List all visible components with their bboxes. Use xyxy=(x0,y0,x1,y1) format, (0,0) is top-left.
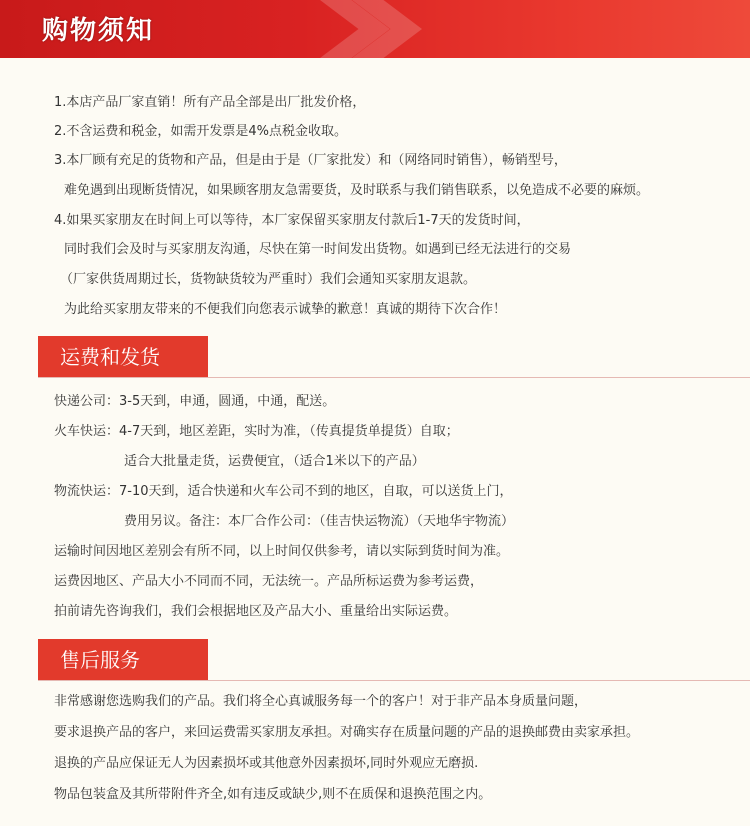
notice-line: 4.如果买家朋友在时间上可以等待，本厂家保留买家朋友付款后1-7天的发货时间， xyxy=(54,213,530,228)
shipping-line: 快递公司：3-5天到，申通，圆通，中通，配送。 xyxy=(54,394,336,409)
aftersales-line: 要求退换产品的客户，来回运费需买家朋友承担。对确实存在质量问题的产品的退换邮费由卖家承担。 xyxy=(54,725,640,740)
shipping-line: 费用另议。备注：本厂合作公司：（佳吉快运物流）（天地华宇物流） xyxy=(124,514,515,529)
aftersales-line: 物品包装盒及其所带附件齐全,如有违反或缺少,则不在质保和退换范围之内。 xyxy=(54,787,492,802)
shipping-line: 拍前请先咨询我们，我们会根据地区及产品大小、重量给出实际运费。 xyxy=(54,604,458,619)
shipping-line: 物流快运：7-10天到，适合快递和火车公司不到的地区，自取，可以送货上门， xyxy=(54,484,513,499)
notice-line: 难免遇到出现断货情况，如果顾客朋友急需要货，及时联系与我们销售联系，以免造成不必要的麻烦。 xyxy=(64,183,650,198)
shipping-line: 运输时间因地区差别会有所不同，以上时间仅供参考，请以实际到货时间为准。 xyxy=(54,544,510,559)
shipping-line: 运费因地区、产品大小不同而不同，无法统一。产品所标运费为参考运费， xyxy=(54,574,484,589)
notice-line: 同时我们会及时与买家朋友沟通，尽快在第一时间发出货物。如遇到已经无法进行的交易 xyxy=(64,242,572,257)
shipping-section-header xyxy=(38,336,208,378)
top-banner xyxy=(0,0,750,58)
notice-line: （厂家供货周期过长，货物缺货较为严重时）我们会通知买家朋友退款。 xyxy=(60,272,477,287)
section-divider xyxy=(38,680,750,681)
notice-line: 2.不含运费和税金，如需开发票是4%点税金收取。 xyxy=(54,124,348,139)
notice-line: 1.本店产品厂家直销！所有产品全部是出厂批发价格， xyxy=(54,95,366,110)
aftersales-line: 非常感谢您选购我们的产品。我们将全心真诚服务每一个的客户！对于非产品本身质量问题， xyxy=(54,694,588,709)
aftersales-section-header xyxy=(38,639,208,681)
aftersales-section-title: 售后服务 xyxy=(60,648,140,672)
section-divider xyxy=(38,377,750,378)
shipping-line: 火车快运：4-7天到，地区差距，实时为准，（传真提货单提货）自取； xyxy=(54,424,459,439)
aftersales-line: 退换的产品应保证无人为因素损坏或其他意外因素损坏,同时外观应无磨损. xyxy=(54,756,479,771)
notice-line: 为此给买家朋友带来的不便我们向您表示诚挚的歉意！真诚的期待下次合作！ xyxy=(64,302,507,317)
page-title: 购物须知 xyxy=(42,16,155,46)
shipping-section-title: 运费和发货 xyxy=(60,345,160,369)
shipping-line: 适合大批量走货，运费便宜，（适合1米以下的产品） xyxy=(124,454,425,469)
notice-line: 3.本厂顾有充足的货物和产品，但是由于是（厂家批发）和（网络同时销售），畅销型号， xyxy=(54,153,567,168)
